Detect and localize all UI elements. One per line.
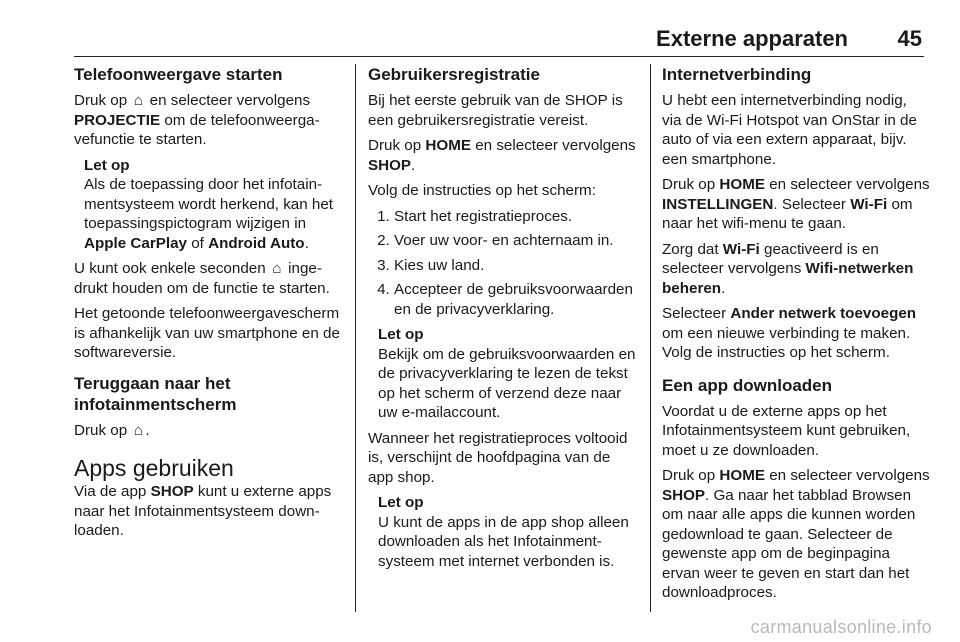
paragraph: U kunt ook enkele seconden ⌂ ingedrukt houden om de functie te starten. bbox=[74, 260, 330, 297]
column-divider bbox=[650, 64, 651, 612]
home-icon: ⌂ bbox=[133, 92, 144, 109]
column-1 bbox=[74, 64, 350, 547]
note: Let op Bekijk om de gebruiksvoorwaarden en de privacyverklaring te lezen de tekst op het scherm of verzend deze naar uw e-mailaccount. bbox=[378, 326, 636, 421]
paragraph: U hebt een internetverbinding nodig, via de Wi-Fi Hotspot van OnStar in de auto of via een extern apparaat, bijv. een smartphone. bbox=[662, 92, 917, 168]
column-divider bbox=[355, 64, 356, 612]
paragraph: Via de app SHOP kunt u externe apps naar het Infotainmentsysteem downloaden. bbox=[74, 483, 332, 539]
home-icon: ⌂ bbox=[133, 421, 144, 439]
paragraph: Druk op ⌂ en selecteer vervolgens PROJECTIE om de telefoonweergavefunctie te starten. bbox=[74, 92, 320, 148]
paragraph: Druk op HOME en selecteer vervolgens SHOP. bbox=[368, 137, 636, 174]
watermark: carmanualsonline.info bbox=[750, 617, 932, 637]
home-icon: ⌂ bbox=[272, 260, 282, 277]
heading-user-registration: Gebruikersregistratie bbox=[368, 65, 540, 84]
heading-back-to-infotainment: Teruggaan naar het infotainmentscherm bbox=[74, 373, 237, 414]
paragraph: Druk op HOME en selecteer vervolgens SHOP. Ga naar het tabblad Browsen om naar alle apps die kunnen worden gedownload te gaan. Selecteer de gewenste app om de beginpagina ervan weer te geven en start dan het downloadproces. bbox=[662, 467, 930, 601]
page-number: 45 bbox=[897, 26, 922, 51]
paragraph: Het getoonde telefoonweergavescherm is afhankelijk van uw smartphone en de softwareversie. bbox=[74, 305, 340, 361]
paragraph: Zorg dat Wi-Fi geactiveerd is en selecteer vervolgens Wifi-netwerken beheren. bbox=[662, 240, 914, 297]
heading-phone-projection: Telefoonweergave starten bbox=[74, 65, 283, 84]
column-2 bbox=[368, 64, 636, 577]
list-item: 3. Kies uw land. bbox=[394, 256, 636, 276]
heading-internet-connection: Internetverbinding bbox=[662, 65, 812, 84]
page-header bbox=[74, 26, 926, 54]
paragraph: Druk op ⌂ . bbox=[74, 421, 150, 439]
steps-list bbox=[368, 207, 636, 320]
list-item: 4. Accepteer de gebruiksvoorwaarden en de privacyverklaring. bbox=[394, 280, 636, 319]
paragraph: Selecteer Ander netwerk toevoegen om een nieuwe verbinding te maken. Volg de instructies op het scherm. bbox=[662, 305, 917, 361]
paragraph: Wanneer het registratieproces voltooid is, verschijnt de hoofdpagina van de app shop. bbox=[368, 429, 628, 486]
paragraph: Volg de instructies op het scherm: bbox=[368, 182, 596, 199]
header-rule bbox=[74, 56, 924, 57]
section-title: Externe apparaten bbox=[656, 26, 848, 51]
column-3 bbox=[662, 64, 930, 609]
paragraph: Bij het eerste gebruik van de SHOP is een gebruikersregistratie vereist. bbox=[368, 92, 623, 129]
paragraph: Voordat u de externe apps op het Infotainmentsysteem kunt gebruiken, moet u ze downloaden. bbox=[662, 402, 911, 459]
heading-apps: Apps gebruiken bbox=[74, 455, 234, 481]
note: Let op U kunt de apps in de app shop alleen downloaden als het Infotainmentsysteem met internet verbonden is. bbox=[378, 494, 629, 570]
heading-download-app: Een app downloaden bbox=[662, 375, 833, 395]
paragraph: Druk op HOME en selecteer vervolgens INSTELLINGEN. Selecteer Wi-Fi om naar het wifi-menu te gaan. bbox=[662, 176, 930, 232]
list-item: 1. Start het registratieproces. bbox=[394, 207, 636, 227]
list-item: 2. Voer uw voor- en achternaam in. bbox=[394, 231, 636, 251]
note: Let op Als de toepassing door het infotainmentsysteem wordt herkend, kan het toepassingspictogram wijzigen in Apple CarPlay of Android Auto. bbox=[84, 156, 334, 252]
